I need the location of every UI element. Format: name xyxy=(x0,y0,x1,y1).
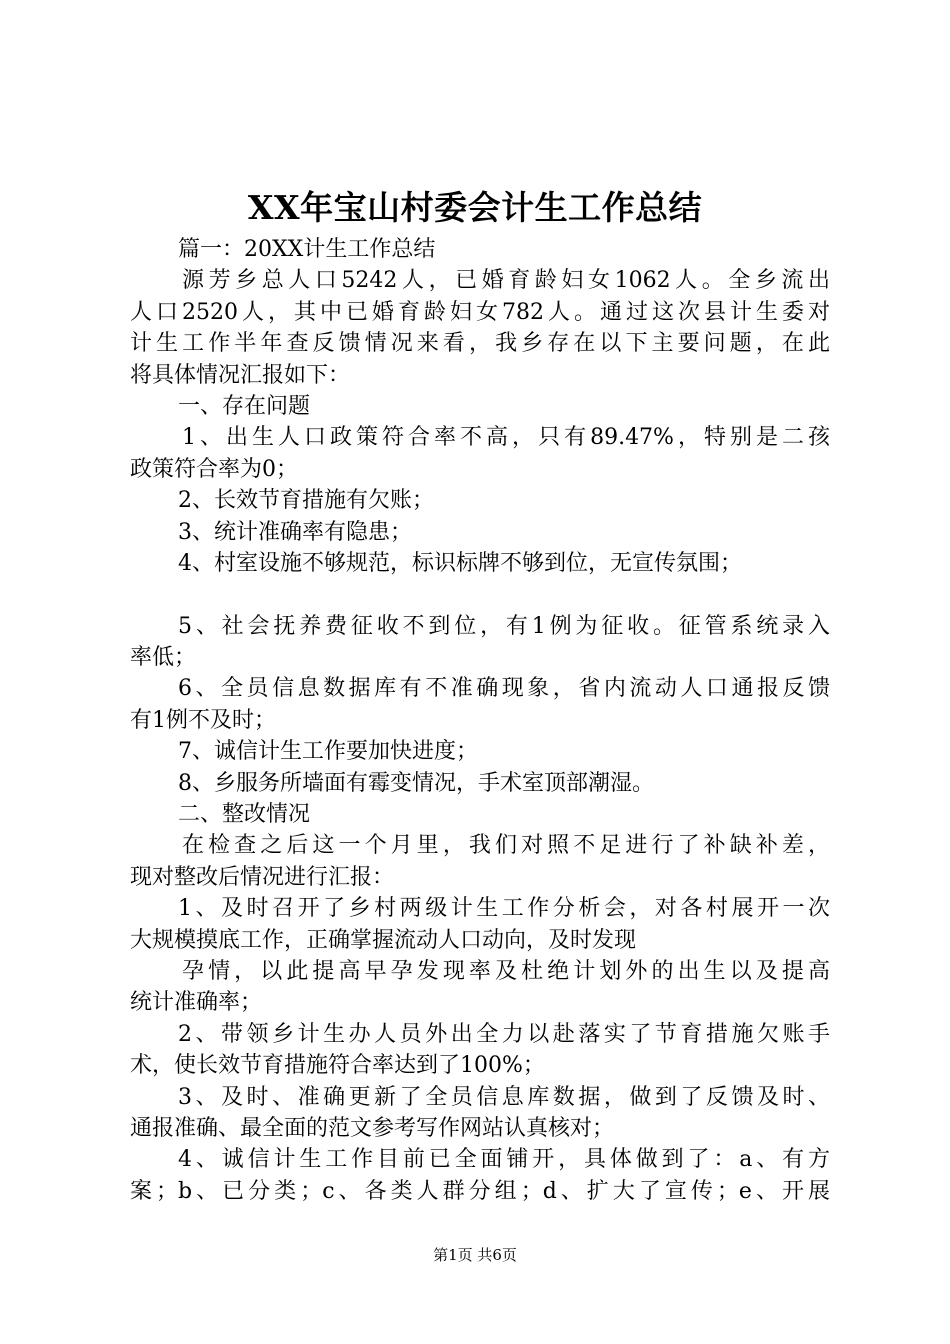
document-body xyxy=(130,234,830,1207)
list-item: 6、全员信息数据库有不准确现象，省内流动人口通报反馈 xyxy=(178,676,830,702)
list-item: 4、诚信计生工作目前已全面铺开，具体做到了：a、有方 xyxy=(178,1147,830,1173)
section-heading: 篇一：20XX计生工作总结 xyxy=(178,237,436,262)
list-item: 大规模摸底工作，正确掌握流动人口动向，及时发现 xyxy=(130,927,637,953)
list-item: 3、统计准确率有隐患； xyxy=(178,519,412,545)
list-item: 2、带领乡计生办人员外出全力以赴落实了节育措施欠账手 xyxy=(178,1021,830,1047)
list-item: 孕情，以此提高早孕发现率及杜绝计划外的出生以及提高 xyxy=(182,958,830,984)
list-item: 7、诚信计生工作要加快进度； xyxy=(178,739,478,765)
list-item: 通报准确、最全面的范文参考写作网站认真核对； xyxy=(130,1115,615,1141)
list-item: 术，使长效节育措施符合率达到了100%； xyxy=(130,1053,545,1079)
paragraph-line: 在检查之后这一个月里，我们对照不足进行了补缺补差， xyxy=(182,833,830,859)
list-item: 有1例不及时； xyxy=(130,707,276,733)
paragraph-line: 将具体情况汇报如下： xyxy=(130,362,351,388)
list-item: 统计准确率； xyxy=(130,990,263,1016)
page-footer: 第1页 共6页 xyxy=(433,1246,517,1264)
list-item: 8、乡服务所墙面有霉变情况，手术室顶部潮湿。 xyxy=(178,770,654,796)
list-item: 5、社会抚养费征收不到位，有1例为征收。征管系统录入 xyxy=(178,613,830,639)
list-item: 案；b、已分类；c、各类人群分组；d、扩大了宣传；e、开展 xyxy=(130,1178,830,1204)
paragraph-line: 源芳乡总人口5242人，已婚育龄妇女1062人。全乡流出 xyxy=(182,268,830,294)
paragraph-line: 计生工作半年查反馈情况来看，我乡存在以下主要问题，在此 xyxy=(130,331,830,357)
document-title: XX年宝山村委会计生工作总结 xyxy=(247,188,703,227)
list-item: 2、长效节育措施有欠账； xyxy=(178,488,434,514)
paragraph-line: 现对整改后情况进行汇报： xyxy=(130,864,395,890)
blank-line xyxy=(130,579,830,610)
list-item: 1、及时召开了乡村两级计生工作分析会，对各村展开一次 xyxy=(178,896,830,922)
list-item: 1、出生人口政策符合率不高，只有89.47%，特别是二孩 xyxy=(182,425,830,451)
section-heading: 一、存在问题 xyxy=(178,393,311,419)
list-item: 政策符合率为0； xyxy=(130,456,298,482)
list-item: 4、村室设施不够规范，标识标牌不够到位，无宣传氛围； xyxy=(178,550,742,576)
list-item: 3、及时、准确更新了全员信息库数据，做到了反馈及时、 xyxy=(178,1084,830,1110)
list-item: 率低； xyxy=(130,645,197,671)
section-heading: 二、整改情况 xyxy=(178,802,311,828)
paragraph-line: 人口2520人，其中已婚育龄妇女782人。通过这次县计生委对 xyxy=(130,299,830,325)
